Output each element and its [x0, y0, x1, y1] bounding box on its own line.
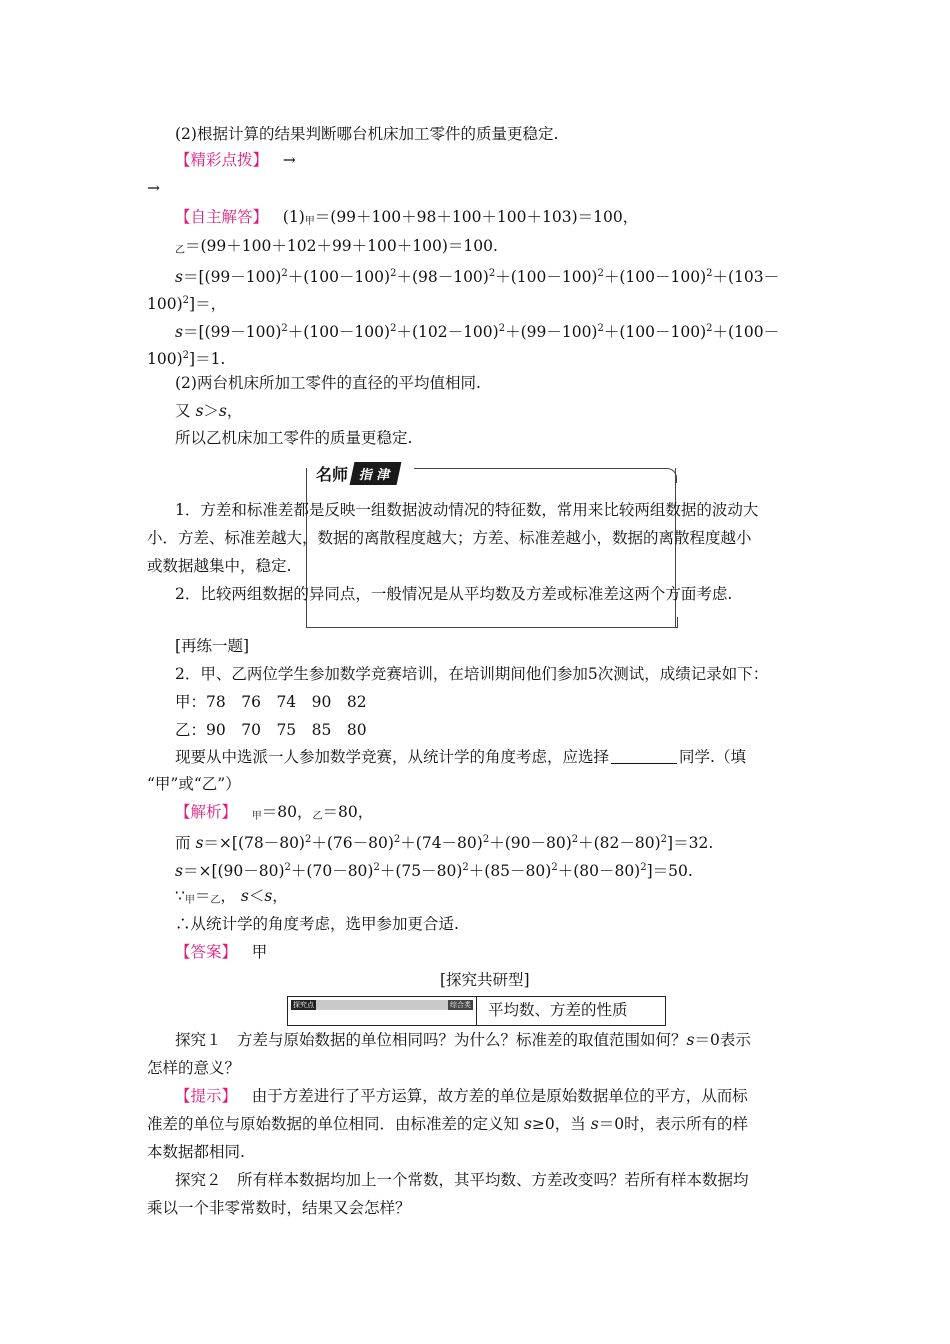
label-daan: 【答案】 [175, 943, 238, 961]
var-s: s [590, 1115, 599, 1133]
hint-line [175, 150, 296, 170]
text: (1) [282, 208, 305, 226]
text: ， [226, 402, 243, 420]
text: ]＝32. [667, 834, 714, 852]
answer-value: 甲 [251, 943, 268, 961]
subscript: 甲 [304, 216, 315, 227]
tip-paragraph: 2．比较两组数据的异同点，一般情况是从平均数及方差或标准差这两个方面考虑. [175, 585, 733, 603]
text: ＝×[(78－80) [203, 834, 305, 852]
explore-question: 怎样的意义？ [147, 1059, 241, 1077]
text: ＝ [194, 887, 211, 905]
text: ＋(70－80) [290, 862, 374, 880]
superscript: 2 [706, 268, 713, 279]
hint-line [147, 1114, 748, 1134]
analysis-line [175, 886, 288, 911]
tip-header-badge: 指 津 [350, 462, 401, 485]
var-s: s [195, 834, 204, 852]
text: ＝(99＋100＋102＋99＋100＋100)＝100. [185, 237, 498, 255]
text: ＋(98－100) [396, 268, 489, 286]
superscript: 2 [284, 862, 291, 873]
arrow-icon: → [147, 179, 160, 197]
explore-question: 探究２ 所有样本数据均加上一个常数，其平均数、方差改变吗？若所有样本数据均 [175, 1171, 749, 1189]
text: ＋(100－100) [495, 268, 598, 286]
text: 由于方差进行了平方运算，故方差的单位是原始数据单位的平方，从而标 [251, 1087, 748, 1105]
text: ＋(100－100) [603, 323, 707, 341]
text: ＞ [203, 402, 219, 420]
text: ＋(99－100) [505, 323, 598, 341]
solution-line [147, 291, 226, 314]
label-tishi: 【提示】 [175, 1087, 238, 1105]
score-row-yi: 乙：90 70 75 85 80 [175, 721, 367, 739]
superscript: 2 [597, 268, 604, 279]
text: ]＝， [189, 295, 227, 313]
text: ＝80， [322, 803, 374, 821]
superscript: 2 [462, 862, 469, 873]
superscript: 2 [482, 834, 490, 845]
text: ＋(76－80) [311, 834, 394, 852]
superscript: 2 [571, 834, 579, 845]
tip-paragraph: 1．方差和标准差都是反映一组数据波动情况的特征数，常用来比较两组数据的波动大 [175, 501, 759, 519]
text: ＝80， [261, 803, 313, 821]
text: ＝×[(90－80) [182, 862, 285, 880]
tip-header-line [414, 468, 677, 483]
practice-question: 2．甲、乙两位学生参加数学竞赛培训，在培训期间他们参加5次测试，成绩记录如下： [175, 665, 769, 683]
solution-line [175, 207, 638, 232]
tip-box-bottom-border [306, 617, 678, 628]
tip-paragraph: 或数据越集中，稳定. [147, 557, 292, 575]
text: ， [220, 887, 236, 905]
practice-question [175, 747, 746, 767]
text-line: (2)两台机床所加工零件的直径的平均值相同. [175, 374, 481, 392]
banner-title: 平均数、方差的性质 [488, 1001, 628, 1019]
tip-header [316, 461, 399, 485]
analysis-line [175, 858, 693, 881]
text: ＝0表示 [694, 1031, 751, 1049]
solution-line [147, 346, 225, 369]
analysis-line [175, 830, 713, 853]
text: 100) [147, 295, 183, 313]
solution-line [175, 264, 779, 287]
text: ＋(75－80) [379, 862, 463, 880]
var-s: s [523, 1115, 532, 1133]
score-row-jia: 甲：78 76 74 90 82 [175, 693, 367, 711]
text: ＋(100－ [712, 323, 780, 341]
text: 又 [175, 402, 196, 420]
tip-paragraph: 小．方差、标准差越大，数据的离散程度越大；方差、标准差越小，数据的离散程度越小 [147, 529, 752, 547]
superscript: 2 [640, 862, 647, 873]
hint-line: 本数据都相同. [147, 1143, 245, 1161]
text: ， [272, 887, 288, 905]
superscript: 2 [304, 834, 312, 845]
text: 同学.（填 [679, 748, 746, 766]
superscript: 2 [488, 268, 496, 279]
var-s: s [218, 402, 227, 420]
text: ＋(103－ [712, 268, 780, 286]
text: 探究１ 方差与原始数据的单位相同吗？为什么？标准差的取值范围如何？ [175, 1031, 687, 1049]
solution-line [175, 319, 779, 342]
superscript: 2 [597, 323, 604, 334]
label-zizhu: 【自主解答】 [175, 208, 269, 226]
subscript: 乙 [210, 895, 221, 906]
superscript: 2 [660, 834, 668, 845]
tip-box [306, 468, 676, 628]
subscript: 乙 [175, 245, 185, 256]
text: ＝[(99－100) [182, 323, 282, 341]
label-jiexi: 【解析】 [175, 803, 238, 821]
text: ＝[(99－100) [182, 268, 282, 286]
text-line [175, 401, 242, 421]
text: ]＝1. [189, 350, 226, 368]
text: ＋(74－80) [400, 834, 483, 852]
arrow-icon: → [282, 151, 296, 169]
text: ＋(90－80) [489, 834, 572, 852]
text: ＋(100－100) [287, 268, 391, 286]
answer-blank [611, 749, 677, 764]
superscript: 2 [182, 295, 190, 306]
text: 准差的单位与原始数据的单位相同．由标准差的定义知 [147, 1115, 520, 1133]
text: ＜ [248, 887, 265, 905]
text: 现要从中选派一人参加数学竞赛，从统计学的角度考虑，应选择 [175, 748, 610, 766]
superscript: 2 [281, 323, 288, 334]
var-s: s [240, 887, 249, 905]
text: ＝0时，表示所有的样 [598, 1115, 749, 1133]
text: ]＝50. [646, 862, 693, 880]
subscript: 甲 [184, 895, 195, 906]
text: ∵ [175, 887, 185, 905]
banner-left [288, 997, 477, 1025]
text: ＋(80－80) [557, 862, 641, 880]
var-s: s [175, 268, 183, 286]
tip-header-text: 名师 [316, 464, 349, 484]
practice-title: [再练一题] [175, 637, 250, 655]
superscript: 2 [373, 862, 380, 873]
subscript: 乙 [312, 811, 323, 822]
practice-question: “甲”或“乙”） [147, 775, 241, 793]
label-jingcai: 【精彩点拨】 [175, 151, 269, 169]
strip-left-label: 探究点 [293, 1001, 314, 1009]
superscript: 2 [390, 323, 397, 334]
superscript: 2 [551, 862, 558, 873]
text: ＋(82－80) [578, 834, 661, 852]
section-title: [探究共研型] [440, 971, 530, 989]
superscript: 2 [393, 834, 401, 845]
var-s: s [175, 323, 183, 341]
superscript: 2 [182, 350, 190, 361]
hint-line [175, 1086, 748, 1106]
strip-right-label: 综合类 [450, 1001, 471, 1009]
var-s: s [264, 887, 273, 905]
text: ＋(85－80) [468, 862, 552, 880]
subscript: 甲 [251, 811, 262, 822]
text: 而 [175, 834, 196, 852]
text: ＋(102－100) [396, 323, 499, 341]
solution-line [175, 236, 498, 261]
banner-strip [291, 1000, 473, 1010]
superscript: 2 [498, 323, 506, 334]
text: 100) [147, 350, 183, 368]
superscript: 2 [281, 268, 288, 279]
var-s: s [175, 862, 183, 880]
explore-banner [287, 996, 666, 1026]
text: ＝(99＋100＋98＋100＋100＋103)＝100， [314, 208, 639, 226]
var-s: s [686, 1031, 695, 1049]
superscript: 2 [706, 323, 713, 334]
explore-question: 乘以一个非零常数时，结果又会怎样？ [147, 1199, 411, 1217]
explore-question [175, 1030, 751, 1050]
var-s: s [195, 402, 204, 420]
text: ≥0，当 [531, 1115, 586, 1133]
text: ＋(100－100) [287, 323, 391, 341]
text: ＋(100－100) [603, 268, 707, 286]
text-line: 所以乙机床加工零件的质量更稳定. [175, 429, 413, 447]
text-line: (2)根据计算的结果判断哪台机床加工零件的质量更稳定. [175, 125, 559, 143]
analysis-line [175, 802, 373, 827]
answer-line [175, 942, 267, 962]
analysis-line: ∴从统计学的角度考虑，选甲参加更合适. [175, 915, 459, 933]
superscript: 2 [390, 268, 397, 279]
